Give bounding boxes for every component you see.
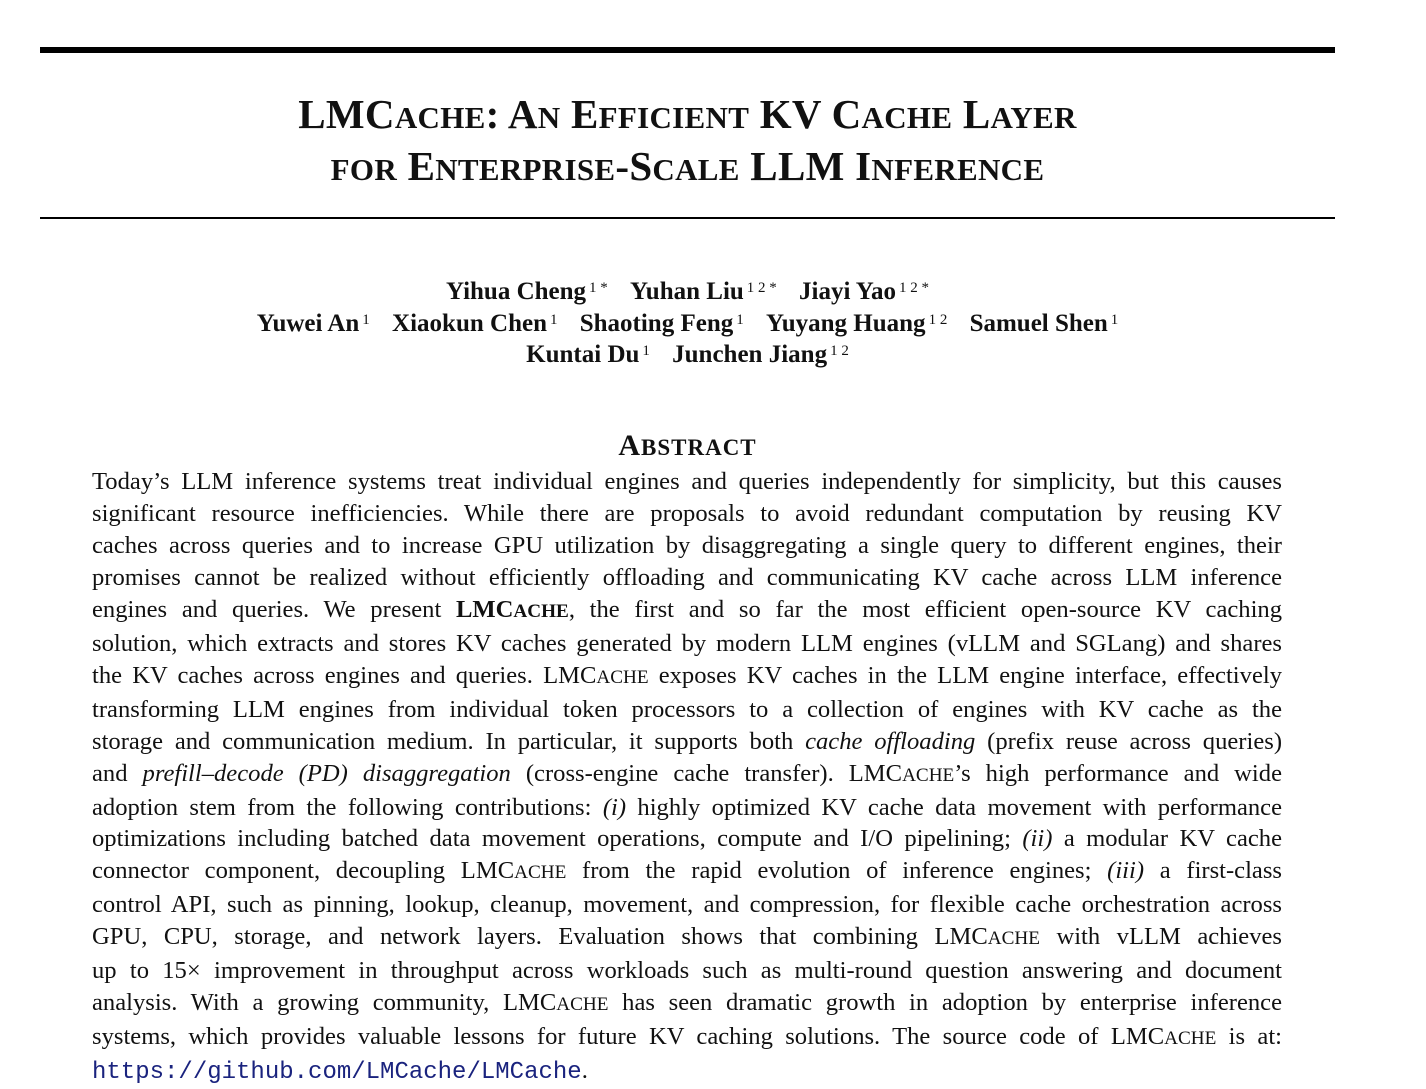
- title-bottom-rule: [40, 217, 1335, 219]
- author: Samuel Shen $^1$: [969, 309, 1119, 337]
- abstract-line: adoption stem from the following contributions: (i) highly optimized KV cache data movement with performance: [92, 793, 1282, 821]
- author-affiliation: 1: [549, 311, 558, 328]
- emphasis: (i): [602, 793, 627, 821]
- author: Yihua Cheng $^{1 *}$: [445, 278, 608, 305]
- abstract-line: systems, which provides valuable lessons for future KV caching solutions. The source code of LMCACHE is at:: [92, 1023, 1282, 1051]
- author-row-2: [40, 308, 1335, 340]
- abstract-line: promises cannot be realized without efficiently offloading and communicating KV cache across LLM inference: [92, 563, 1282, 591]
- abstract-line: transforming LLM engines from individual token processors to a collection of engines with KV cache as the: [92, 695, 1282, 723]
- abstract-line: and prefill–decode (PD) disaggregation (cross-engine cache transfer). LMCACHE’s high performance and wide: [92, 759, 1282, 787]
- title-line-2: FOR ENTERPRISE-SCALE LLM INFERENCE: [330, 143, 1045, 189]
- author: Jiayi Yao $^{1 2 *}$: [799, 278, 930, 305]
- abstract-line: control API, such as pinning, lookup, cleanup, movement, and compression, for flexible cache orchestration across: [92, 891, 1282, 919]
- author: Kuntai Du $^1$: [526, 341, 650, 368]
- author: Xiaokun Chen $^1$: [392, 309, 558, 337]
- emphasis: (ii): [1022, 825, 1053, 853]
- author-affiliation: 1: [642, 343, 650, 359]
- abstract-line: up to 15× improvement in throughput across workloads such as multi-round question answering and document: [92, 957, 1282, 985]
- abstract-line: solution, which extracts and stores KV caches generated by modern LLM engines (vLLM and SGLang) and shares: [92, 629, 1282, 657]
- author: Junchen Jiang $^{1 2}$: [672, 341, 849, 368]
- abstract-line: significant resource inefficiencies. While there are proposals to avoid redundant computation by reusing KV: [92, 499, 1282, 527]
- abstract-line: analysis. With a growing community, LMCACHE has seen dramatic growth in adoption by enterprise inference: [92, 989, 1282, 1017]
- emphasis: prefill–decode (PD) disaggregation: [142, 759, 511, 787]
- emphasis: cache offloading: [805, 727, 976, 755]
- abstract-line: caches across queries and to increase GPU utilization by disaggregating a single query to different engines, their: [92, 531, 1282, 559]
- abstract-line: engines and queries. We present LMCACHE, the first and so far the most efficient open-source KV caching: [92, 595, 1283, 623]
- abstract-heading: ABSTRACT: [618, 429, 757, 462]
- author-affiliation: 1: [736, 311, 744, 328]
- system-name: LMCACHE: [502, 989, 609, 1017]
- abstract-line: Today’s LLM inference systems treat individual engines and queries independently for simplicity, but this causes: [92, 468, 1282, 495]
- author: Shaoting Feng $^1$: [579, 309, 744, 337]
- author-affiliation: 1 2 *: [899, 280, 930, 296]
- system-name: LMCACHE: [1110, 1023, 1217, 1051]
- paper-title: [40, 90, 1335, 194]
- system-name: LMCACHE: [543, 661, 649, 689]
- author-affiliation: 1 2: [830, 343, 849, 359]
- author-list: [40, 276, 1335, 371]
- source-code-link[interactable]: https://github.com/LMCache/LMCache: [92, 1059, 582, 1087]
- system-name: LMCACHE: [934, 923, 1040, 951]
- author-affiliation: 1 2 *: [746, 280, 777, 296]
- emphasis: (iii): [1107, 857, 1145, 885]
- author-affiliation: 1: [1110, 311, 1119, 328]
- author: Yuwei An $^1$: [256, 309, 370, 337]
- abstract-line: the KV caches across engines and queries. LMCACHE exposes KV caches in the LLM engine interface, effectively: [92, 661, 1282, 689]
- abstract-body: [92, 466, 1282, 1089]
- author-affiliation: 1: [362, 311, 370, 328]
- abstract-line: connector component, decoupling LMCACHE from the rapid evolution of inference engines; (iii) a first-class: [92, 857, 1282, 885]
- title-top-rule: [40, 47, 1335, 53]
- author-row-1: [40, 276, 1335, 308]
- abstract-line: https://github.com/LMCache/LMCache.: [92, 1057, 588, 1087]
- author: Yuhan Liu $^{1 2 *}$: [630, 278, 777, 305]
- author: Yuyang Huang $^{1 2}$: [765, 309, 948, 337]
- abstract-line: GPU, CPU, storage, and network layers. Evaluation shows that combining LMCACHE with vLLM achieves: [92, 923, 1283, 951]
- system-name: LMCACHE: [456, 595, 569, 623]
- abstract-line: storage and communication medium. In particular, it supports both cache offloading (prefix reuse across queries): [92, 727, 1283, 755]
- system-name: LMCACHE: [848, 759, 955, 787]
- author-affiliation: 1 2: [928, 311, 948, 328]
- author-row-3: [40, 339, 1335, 371]
- system-name: LMCACHE: [460, 857, 567, 885]
- title-line-1: LMCACHE: AN EFFICIENT KV CACHE LAYER: [298, 91, 1077, 137]
- author-affiliation: 1 *: [589, 280, 608, 296]
- abstract-line: optimizations including batched data movement operations, compute and I/O pipelining; (ii) a modular KV cache: [92, 825, 1282, 853]
